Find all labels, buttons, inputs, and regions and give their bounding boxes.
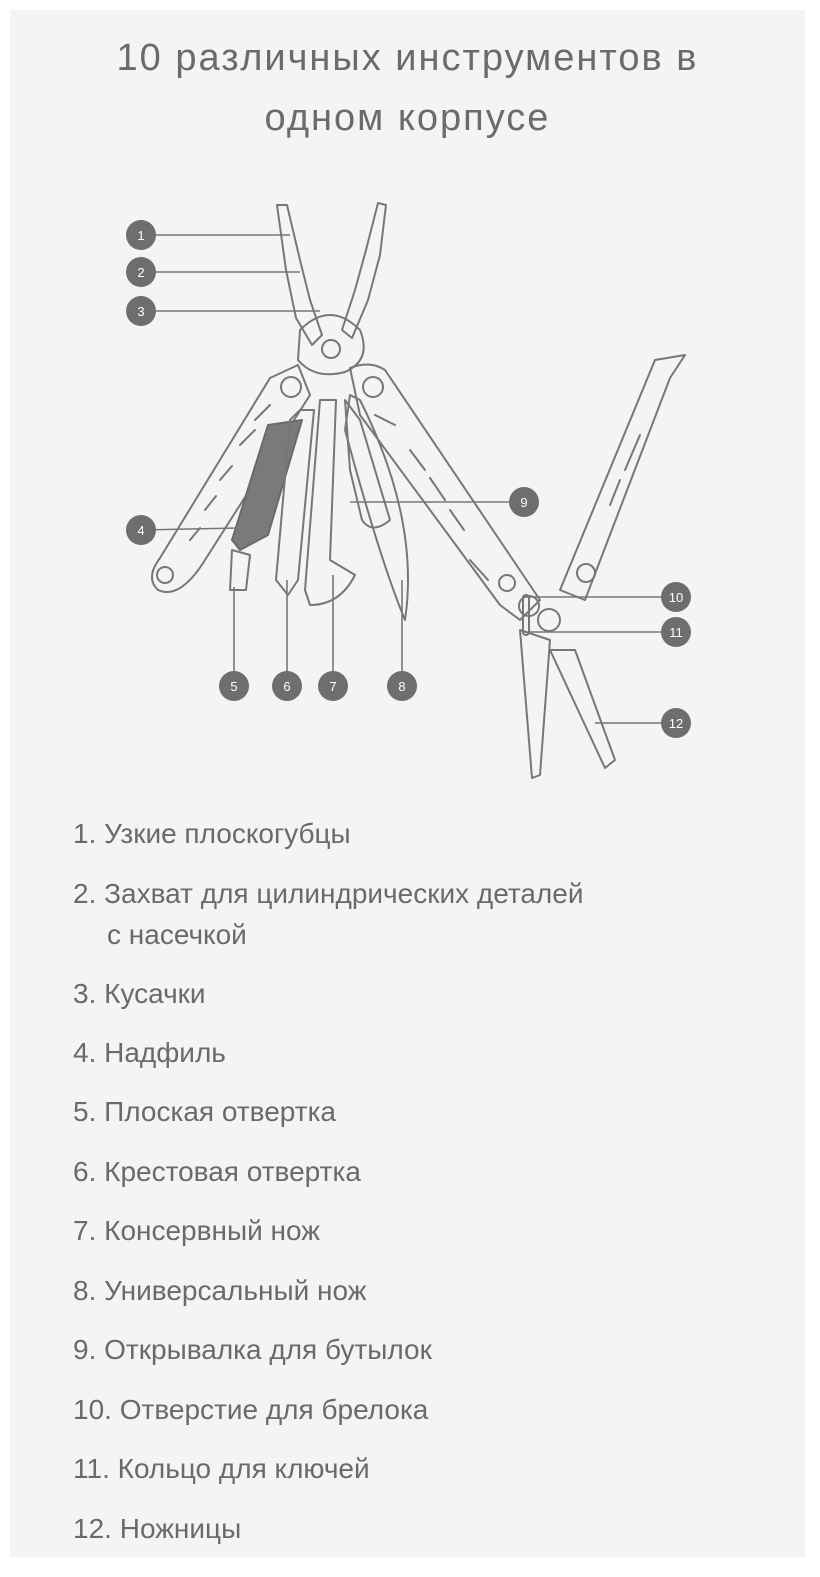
svg-text:3: 3 [137, 304, 145, 319]
callout-marker-7 [318, 671, 348, 701]
callout-marker-12 [661, 708, 691, 738]
tool-list-item [73, 973, 206, 1014]
title-line-2: одном корпусе [264, 97, 551, 139]
callout-marker-1 [126, 220, 156, 250]
tool-number: 10. [73, 1394, 112, 1425]
keyring-hole-pivot [499, 575, 515, 591]
right-handle [350, 364, 540, 620]
tool-label: Плоская отвертка [104, 1096, 337, 1127]
callout-marker-8 [387, 671, 417, 701]
callout-marker-5 [219, 671, 249, 701]
svg-text:1: 1 [137, 228, 145, 243]
svg-text:7: 7 [329, 679, 337, 694]
tool-label: Крестовая отвертка [104, 1156, 361, 1187]
tool-number: 4. [73, 1037, 97, 1068]
title-line-1: 10 различных инструментов в [116, 37, 699, 79]
callout-marker-10 [661, 582, 691, 612]
scissors-blade-1 [520, 630, 550, 778]
tool-number: 5. [73, 1096, 97, 1127]
right-handle-screw [363, 377, 383, 397]
tool-label: Надфиль [104, 1037, 226, 1068]
tool-label: Кусачки [104, 978, 206, 1009]
tool-label: Консервный нож [104, 1215, 320, 1246]
tool-number: 12. [73, 1513, 112, 1544]
tool-number: 9. [73, 1334, 97, 1365]
plier-jaw-left [277, 205, 322, 345]
tool-label: Универсальный нож [104, 1275, 367, 1306]
scissors-blade-2 [550, 650, 615, 768]
tool-label: Отверстие для брелока [119, 1394, 429, 1425]
tool-list-item [73, 813, 351, 854]
callout-marker-6 [272, 671, 302, 701]
tool-number: 7. [73, 1215, 97, 1246]
svg-text:4: 4 [137, 523, 145, 538]
callout-marker-2 [126, 257, 156, 287]
tool-label: Узкие плоскогубцы [104, 818, 351, 849]
callout-marker-11 [661, 617, 691, 647]
tool-label: Ножницы [119, 1513, 242, 1544]
plier-jaw-right [342, 203, 386, 338]
tool-number: 2. [73, 878, 97, 909]
svg-text:10: 10 [668, 590, 684, 605]
scissors-arm-screw [577, 564, 595, 582]
tool-list-item [73, 1032, 226, 1073]
key-ring [538, 609, 560, 631]
scissors-arm [560, 355, 685, 600]
tool-label: Кольцо для ключей [117, 1453, 370, 1484]
tool-number: 1. [73, 818, 97, 849]
tool-label: Захват для цилиндрических деталей [104, 878, 584, 909]
tool-list-item [73, 1389, 428, 1430]
tool-list-item [73, 1508, 241, 1549]
left-handle-bottom-screw [157, 567, 173, 583]
flat-screwdriver [230, 550, 250, 590]
svg-text:11: 11 [669, 625, 683, 640]
tool-list-item [73, 873, 583, 955]
svg-text:9: 9 [520, 495, 528, 510]
tool-list-item [73, 1329, 432, 1370]
tool-list-item [73, 1448, 370, 1489]
universal-knife [345, 395, 408, 620]
svg-text:12: 12 [668, 716, 684, 731]
callout-marker-3 [126, 296, 156, 326]
callout-marker-4 [126, 515, 156, 545]
tool-number: 3. [73, 978, 97, 1009]
tool-label: Открывалка для бутылок [104, 1334, 432, 1365]
tool-number: 11. [73, 1453, 110, 1484]
tool-number: 6. [73, 1156, 97, 1187]
svg-text:5: 5 [230, 679, 238, 694]
tool-list-item [73, 1151, 361, 1192]
plier-pivot [322, 340, 340, 358]
callout-marker-9 [509, 487, 539, 517]
left-handle-screw [281, 377, 301, 397]
file-blade [232, 420, 302, 550]
svg-text:2: 2 [137, 265, 145, 280]
svg-text:8: 8 [398, 679, 406, 694]
plier-head [298, 315, 364, 374]
svg-text:6: 6 [283, 679, 291, 694]
tool-label-continuation: с насечкой [107, 919, 247, 950]
tool-list-item [73, 1091, 336, 1132]
tool-list-item [73, 1270, 366, 1311]
tool-list-item [73, 1210, 320, 1251]
tool-number: 8. [73, 1275, 97, 1306]
